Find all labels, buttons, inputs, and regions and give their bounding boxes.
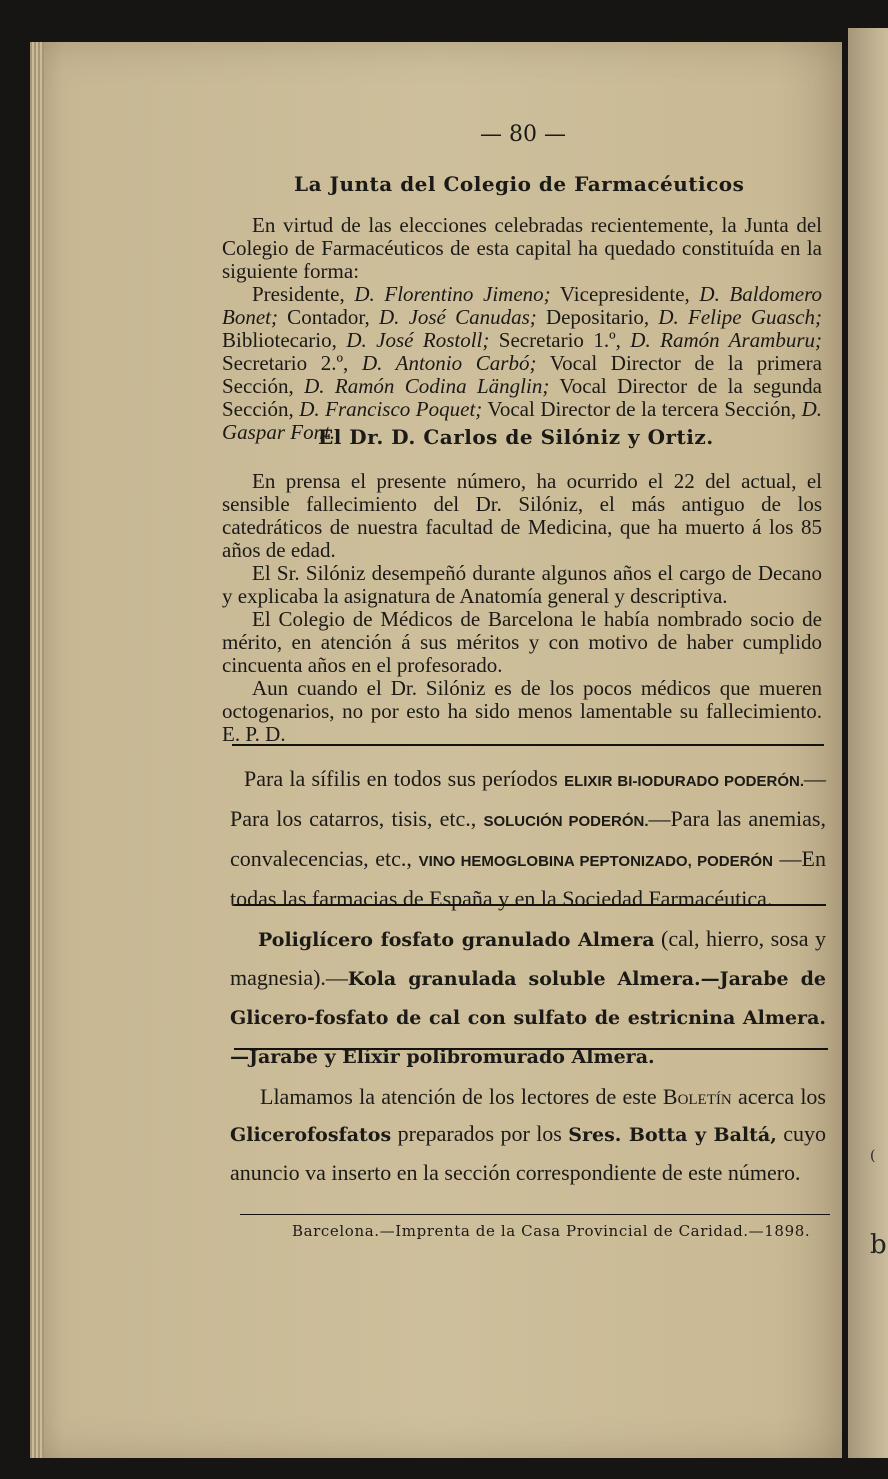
next-page-glyph: ( [870,1148,876,1164]
siloniz-paragraph: El Colegio de Médicos de Barcelona le había nombrado socio de mérito, en atención á sus méritos y con motivo de haber cumplido cincuenta años en el profesorado. [222,607,822,677]
siloniz-paragraph: Aun cuando el Dr. Silóniz es de los pocos médicos que mueren octogenarios, no por esto ha sido menos lamentable su fallecimiento. E. P. D. [222,676,822,746]
advert-glicerofosfatos: Llamamos la atención de los lectores de este Boletín acerca los Glicerofosfatos preparados por los Sres. Botta y Baltá, cuyo anuncio va inserto en la sección correspondiente de este número. [230,1084,826,1185]
page-number: — 80 — [480,122,566,147]
divider-rule [240,1214,830,1215]
divider-rule [234,904,826,906]
next-page-glyph: b [870,1230,887,1260]
advert-almera: Poliglícero fosfato granulado Almera (cal, hierro, sosa y magnesia).—Kola granulada soluble Almera.—Jarabe de Glicero-fosfato de cal con sulfato de estricnina Almera.—Jarabe y Elíxir polibromurado Almera. [230,926,826,1068]
section-junta-body [222,214,822,444]
junta-members: Presidente, D. Florentino Jimeno; Vicepresidente, D. Baldomero Bonet; Contador, D. José Canudas; Depositario, D. Felipe Guasch; Bibliotecario, D. José Rostoll; Secretario 1.º, D. Ramón Aramburu; Secretario 2.º, D. Antonio Carbó; Vocal Director de la primera Sección, D. Ramón Codina Länglin; Vocal Director de la segunda Sección, D. Francisco Poquet; Vocal Director de la tercera Sección, D. Gaspar Font. [222,282,823,444]
section-title-junta: La Junta del Colegio de Farmacéuticos [294,172,745,196]
section-siloniz-body [222,470,822,746]
section-title-siloniz: El Dr. D. Carlos de Silóniz y Ortiz. [318,425,714,449]
divider-rule [232,744,824,746]
siloniz-paragraph: El Sr. Silóniz desempeñó durante algunos años el cargo de Decano y explicaba la asignatura de Anatomía general y descriptiva. [222,561,822,608]
advert-poderon: Para la sífilis en todos sus períodos ELIXIR BI-IODURADO PODERÓN.—Para los catarros, tisis, etc., SOLUCIÓN PODERÓN.—Para las anemias, convalecencias, etc., VINO HEMOGLOBINA PEPTONIZADO, PODERÓN —En todas las farmacias de España y en la Sociedad Farmacéutica. [230,766,826,911]
siloniz-paragraph: En prensa el presente número, ha ocurrido el 22 del actual, el sensible fallecimiento del Dr. Silóniz, el más antiguo de los catedráticos de nuestra facultad de Medicina, que ha muerto á los 85 años de edad. [222,469,822,562]
junta-intro: En virtud de las elecciones celebradas recientemente, la Junta del Colegio de Farmacéuticos de esta capital ha quedado constituída en la siguiente forma: [222,213,822,283]
printer-footer: Barcelona.—Imprenta de la Casa Provincial de Caridad.—1898. [292,1222,811,1240]
divider-rule [234,1048,828,1050]
